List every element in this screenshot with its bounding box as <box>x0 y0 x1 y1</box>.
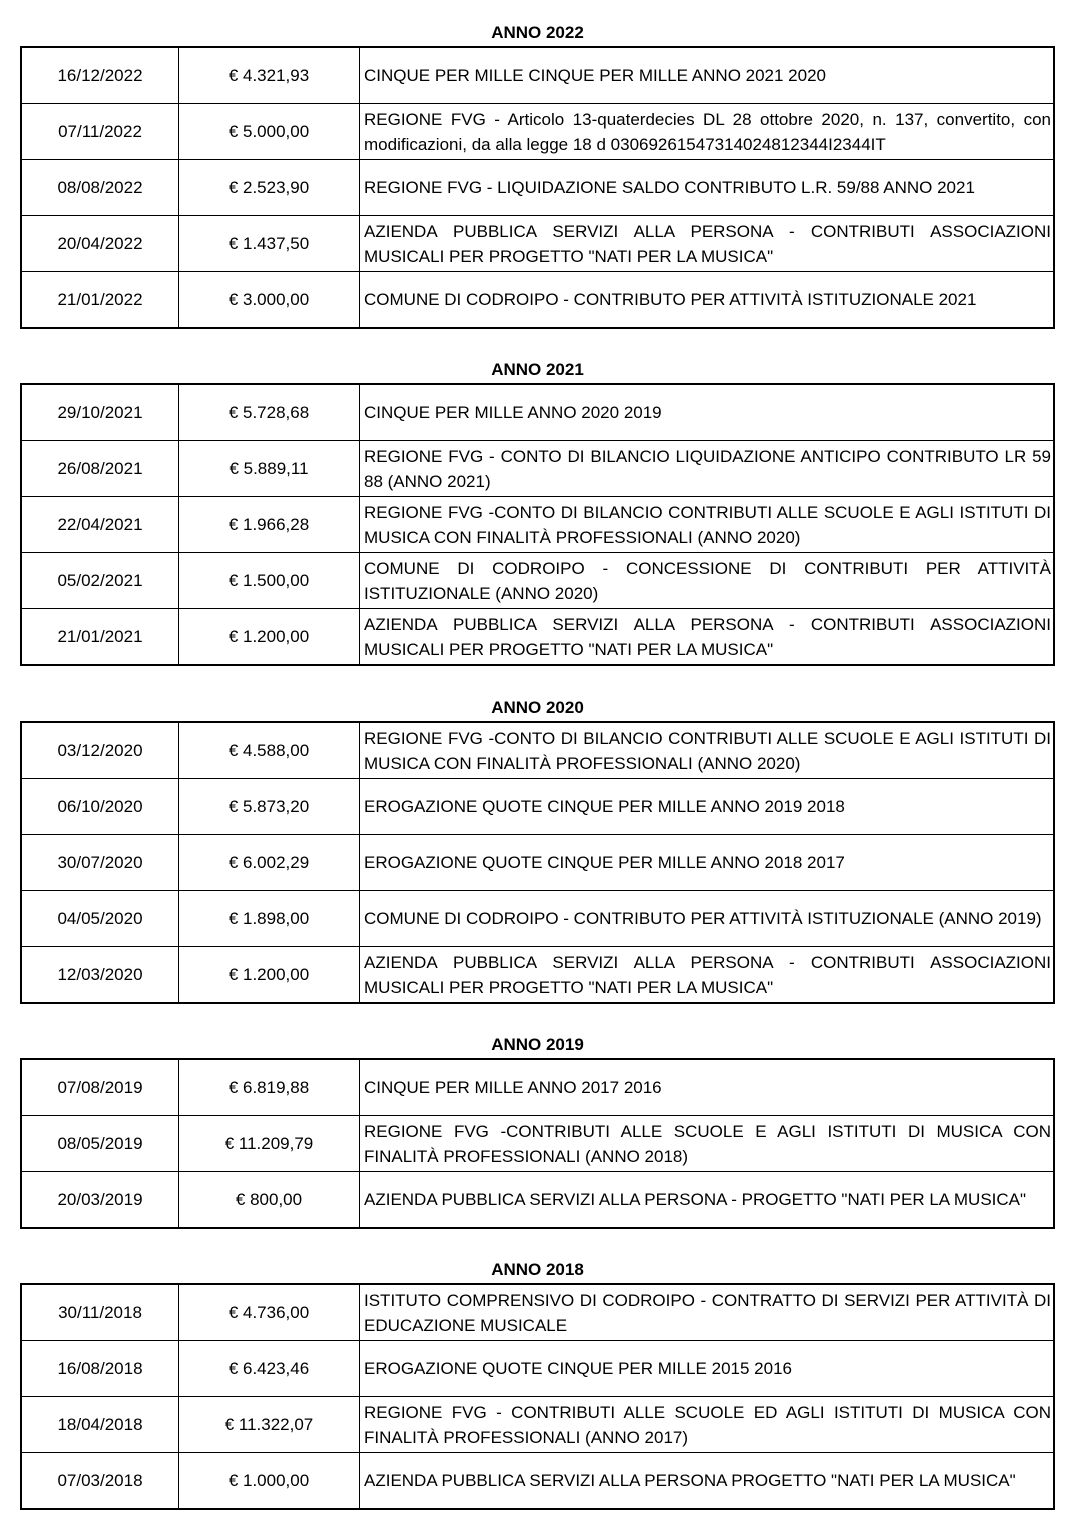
year-title: ANNO 2022 <box>491 23 584 42</box>
table-row <box>21 216 1054 272</box>
contributions-table <box>20 46 1055 329</box>
year-title: ANNO 2021 <box>491 360 584 379</box>
row-description: ISTITUTO COMPRENSIVO DI CODROIPO - CONTRATTO DI SERVIZI PER ATTIVITÀ DI EDUCAZIONE MUSICALE <box>360 1284 1055 1341</box>
row-amount: € 1.200,00 <box>179 947 360 1004</box>
table-row <box>21 947 1054 1004</box>
row-description: EROGAZIONE QUOTE CINQUE PER MILLE ANNO 2018 2017 <box>360 835 1055 891</box>
row-date: 07/11/2022 <box>21 104 179 160</box>
row-description: CINQUE PER MILLE ANNO 2020 2019 <box>360 384 1055 441</box>
row-description: REGIONE FVG - LIQUIDAZIONE SALDO CONTRIBUTO L.R. 59/88 ANNO 2021 <box>360 160 1055 216</box>
table-row <box>21 272 1054 329</box>
year-section-2021 <box>20 357 1055 666</box>
row-date: 20/04/2022 <box>21 216 179 272</box>
row-date: 07/03/2018 <box>21 1453 179 1510</box>
row-date: 16/08/2018 <box>21 1341 179 1397</box>
table-row <box>21 1397 1054 1453</box>
row-amount: € 11.209,79 <box>179 1116 360 1172</box>
row-date: 30/07/2020 <box>21 835 179 891</box>
table-row <box>21 441 1054 497</box>
row-description: AZIENDA PUBBLICA SERVIZI ALLA PERSONA - CONTRIBUTI ASSOCIAZIONI MUSICALI PER PROGETTO "NATI PER LA MUSICA" <box>360 609 1055 666</box>
row-date: 03/12/2020 <box>21 722 179 779</box>
row-amount: € 4.588,00 <box>179 722 360 779</box>
row-description: EROGAZIONE QUOTE CINQUE PER MILLE 2015 2016 <box>360 1341 1055 1397</box>
row-date: 12/03/2020 <box>21 947 179 1004</box>
row-description: COMUNE DI CODROIPO - CONTRIBUTO PER ATTIVITÀ ISTITUZIONALE (ANNO 2019) <box>360 891 1055 947</box>
row-date: 04/05/2020 <box>21 891 179 947</box>
row-date: 08/05/2019 <box>21 1116 179 1172</box>
row-date: 22/04/2021 <box>21 497 179 553</box>
contributions-table <box>20 1058 1055 1229</box>
row-description: COMUNE DI CODROIPO - CONCESSIONE DI CONTRIBUTI PER ATTIVITÀ ISTITUZIONALE (ANNO 2020) <box>360 553 1055 609</box>
table-row <box>21 553 1054 609</box>
row-description: REGIONE FVG - CONTRIBUTI ALLE SCUOLE ED AGLI ISTITUTI DI MUSICA CON FINALITÀ PROFESSIONALI (ANNO 2017) <box>360 1397 1055 1453</box>
row-date: 05/02/2021 <box>21 553 179 609</box>
row-amount: € 800,00 <box>179 1172 360 1229</box>
row-date: 16/12/2022 <box>21 47 179 104</box>
row-amount: € 5.000,00 <box>179 104 360 160</box>
row-description: REGIONE FVG - CONTO DI BILANCIO LIQUIDAZIONE ANTICIPO CONTRIBUTO LR 59 88 (ANNO 2021) <box>360 441 1055 497</box>
contributions-table <box>20 383 1055 666</box>
table-row <box>21 779 1054 835</box>
row-amount: € 1.500,00 <box>179 553 360 609</box>
row-date: 30/11/2018 <box>21 1284 179 1341</box>
row-description: AZIENDA PUBBLICA SERVIZI ALLA PERSONA PROGETTO "NATI PER LA MUSICA" <box>360 1453 1055 1510</box>
row-date: 21/01/2021 <box>21 609 179 666</box>
row-amount: € 5.728,68 <box>179 384 360 441</box>
row-description: AZIENDA PUBBLICA SERVIZI ALLA PERSONA - CONTRIBUTI ASSOCIAZIONI MUSICALI PER PROGETTO "NATI PER LA MUSICA" <box>360 216 1055 272</box>
year-section-2019 <box>20 1032 1055 1229</box>
table-row <box>21 384 1054 441</box>
table-row <box>21 104 1054 160</box>
table-row <box>21 835 1054 891</box>
row-date: 20/03/2019 <box>21 1172 179 1229</box>
table-row <box>21 1116 1054 1172</box>
row-amount: € 6.002,29 <box>179 835 360 891</box>
table-row <box>21 497 1054 553</box>
year-title: ANNO 2018 <box>491 1260 584 1279</box>
row-date: 21/01/2022 <box>21 272 179 329</box>
row-amount: € 6.423,46 <box>179 1341 360 1397</box>
row-amount: € 2.523,90 <box>179 160 360 216</box>
table-row <box>21 1059 1054 1116</box>
row-date: 18/04/2018 <box>21 1397 179 1453</box>
year-title: ANNO 2019 <box>491 1035 584 1054</box>
row-description: CINQUE PER MILLE CINQUE PER MILLE ANNO 2021 2020 <box>360 47 1055 104</box>
year-title: ANNO 2020 <box>491 698 584 717</box>
table-row <box>21 722 1054 779</box>
row-date: 08/08/2022 <box>21 160 179 216</box>
row-date: 29/10/2021 <box>21 384 179 441</box>
row-amount: € 1.898,00 <box>179 891 360 947</box>
year-section-2022 <box>20 20 1055 329</box>
year-section-2018 <box>20 1257 1055 1510</box>
contributions-table <box>20 721 1055 1004</box>
row-description: CINQUE PER MILLE ANNO 2017 2016 <box>360 1059 1055 1116</box>
row-amount: € 5.889,11 <box>179 441 360 497</box>
row-description: REGIONE FVG -CONTRIBUTI ALLE SCUOLE E AGLI ISTITUTI DI MUSICA CON FINALITÀ PROFESSIONALI (ANNO 2018) <box>360 1116 1055 1172</box>
row-amount: € 4.321,93 <box>179 47 360 104</box>
row-amount: € 1.966,28 <box>179 497 360 553</box>
row-amount: € 1.200,00 <box>179 609 360 666</box>
table-row <box>21 1453 1054 1510</box>
row-description: COMUNE DI CODROIPO - CONTRIBUTO PER ATTIVITÀ ISTITUZIONALE 2021 <box>360 272 1055 329</box>
table-row <box>21 609 1054 666</box>
row-amount: € 6.819,88 <box>179 1059 360 1116</box>
table-row <box>21 47 1054 104</box>
table-row <box>21 1284 1054 1341</box>
row-amount: € 5.873,20 <box>179 779 360 835</box>
row-amount: € 1.437,50 <box>179 216 360 272</box>
row-date: 07/08/2019 <box>21 1059 179 1116</box>
table-row <box>21 891 1054 947</box>
row-date: 26/08/2021 <box>21 441 179 497</box>
row-description: REGIONE FVG -CONTO DI BILANCIO CONTRIBUTI ALLE SCUOLE E AGLI ISTITUTI DI MUSICA CON FINALITÀ PROFESSIONALI (ANNO 2020) <box>360 497 1055 553</box>
row-amount: € 1.000,00 <box>179 1453 360 1510</box>
row-description: REGIONE FVG -CONTO DI BILANCIO CONTRIBUTI ALLE SCUOLE E AGLI ISTITUTI DI MUSICA CON FINALITÀ PROFESSIONALI (ANNO 2020) <box>360 722 1055 779</box>
row-description: EROGAZIONE QUOTE CINQUE PER MILLE ANNO 2019 2018 <box>360 779 1055 835</box>
table-row <box>21 1172 1054 1229</box>
year-section-2020 <box>20 695 1055 1004</box>
table-row <box>21 160 1054 216</box>
table-row <box>21 1341 1054 1397</box>
row-date: 06/10/2020 <box>21 779 179 835</box>
row-amount: € 11.322,07 <box>179 1397 360 1453</box>
row-amount: € 4.736,00 <box>179 1284 360 1341</box>
row-description: REGIONE FVG - Articolo 13-quaterdecies DL 28 ottobre 2020, n. 137, convertito, con modificazioni, da alla legge 18 d 03069261547314024812344I2344IT <box>360 104 1055 160</box>
row-description: AZIENDA PUBBLICA SERVIZI ALLA PERSONA - PROGETTO "NATI PER LA MUSICA" <box>360 1172 1055 1229</box>
row-description: AZIENDA PUBBLICA SERVIZI ALLA PERSONA - CONTRIBUTI ASSOCIAZIONI MUSICALI PER PROGETTO "NATI PER LA MUSICA" <box>360 947 1055 1004</box>
contributions-table <box>20 1283 1055 1510</box>
row-amount: € 3.000,00 <box>179 272 360 329</box>
